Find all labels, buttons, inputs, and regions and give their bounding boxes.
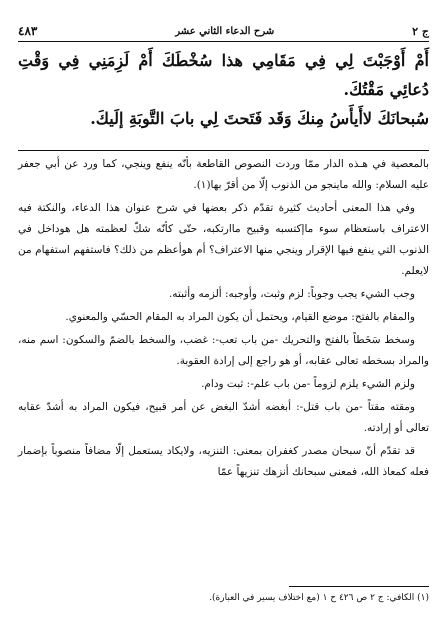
commentary-paragraph: قد تقدّم أنّ سبحان مصدر كغفران بمعنى: التنزيه، ولايكاد يستعمل إلّا مضافاً منصوباً بإضمار فعله كمعاذ الله، فمعنى سبحانك أنزهك تنزيهاً عمّا <box>18 445 429 478</box>
page-header <box>18 22 429 40</box>
footnote-rule <box>289 586 429 587</box>
volume-label: ج ٢ <box>412 24 429 38</box>
section-divider <box>18 150 429 151</box>
commentary-paragraph: والمقام بالفتح: موضع القيام، ويحتمل أن يكون المراد به المقام الحسّي والمعنوي. <box>65 311 415 323</box>
commentary-paragraph: وسخط سَخَطاً بالفتح والتحريك -من باب تعب-: غضب، والسخط بالضمّ والسكون: اسم منه، والمراد بسخطه تعالى عقابه، أو هو راجع إلى إرادة العقوبة. <box>18 334 429 367</box>
commentary-body <box>18 154 429 485</box>
supplication-text <box>18 46 429 133</box>
supplication-line: سُبحانَكَ لاأَيأَسُ مِنكَ وَقَد فَتَحتَ لِي بابَ التَّوبَةِ إلَيكَ. <box>90 109 429 128</box>
header-rule <box>18 41 429 42</box>
page-number: ٤٨٣ <box>18 24 38 38</box>
running-title: شرح الدعاء الثاني عشر <box>175 25 275 37</box>
supplication-line: أَمْ أَوْجَبْتَ لِي فِي مَقَامِي هذا سُخْطَكَ أَمْ لَزِمَنِي فِي وَقْتِ دُعائِي مَقْتُكَ. <box>18 51 429 99</box>
commentary-paragraph: ومقته مقتاً -من باب قتل-: أبغضه أشدّ البغض عن أمر قبيح، فيكون المراد به أشدّ عقابه تعالى أو إرادته. <box>18 401 429 434</box>
commentary-paragraph: وجب الشيء يجب وجوباً: لزم وثبت، وأوجبه: ألزمه وأثبته. <box>168 288 415 300</box>
commentary-paragraph: بالمعصية في هـذه الدار ممّا وردت النصوص القاطعة بأنّه ينفع وينجي، كما ورد عن أبي جعفر عليه السلام: والله ماينجو من الذنوب إلّا من أقرّ بها(١). <box>18 158 429 191</box>
commentary-paragraph: وفي هذا المعنى أحاديث كثيرة تقدّم ذكر بعضها في شرح عنوان هذا الدعاء، والنكتة فيه الاعتراف باستعظام سوء ماإكتسبه وقبيح ماارتكبه، حتّى كأنّه شكّ لعظمته هل هوداخل في الذنوب التي ينفع فيها الإقرار وينجي منها الاعتراف؟ أم هوأعظم من ذلك؟ فاستفهم استفهام من لايعلم. <box>18 202 429 277</box>
commentary-paragraph: ولزم الشيء يلزم لزوماً -من باب علم-: ثبت ودام. <box>201 378 415 390</box>
footnote: (١) الكافي: ج ٢ ص ٤٢٦ ح ١ (مع اختلاف يسير في العبارة). <box>209 593 429 603</box>
